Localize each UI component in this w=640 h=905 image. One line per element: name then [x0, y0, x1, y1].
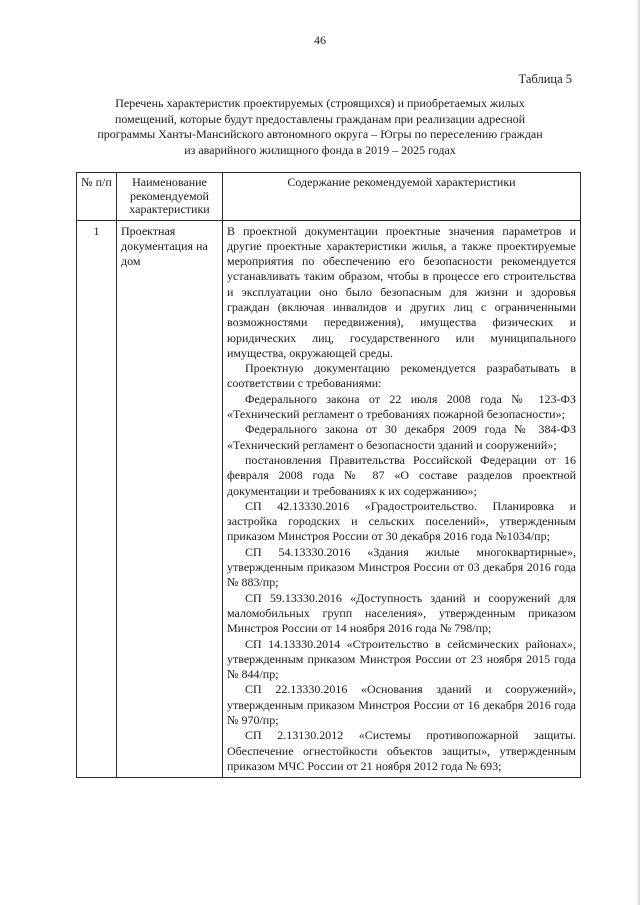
header-number: № п/п — [77, 173, 117, 221]
content-paragraph: СП 42.13330.2016 «Градостроительство. Планировка и застройка городских и сельских поселений», утвержденным приказом Минстроя России от 30 декабря 2016 года №1034/пр; — [227, 498, 576, 544]
content-paragraph: В проектной документации проектные значения параметров и другие проектные характеристики жилья, а также проектируемые мероприятия по обеспечению его безопасности рекомендуется устанавливать таким образом, чтобы в процессе его строительства и эксплуатации оно было безопасным для жизни и здоровья граждан (включая инвалидов и других лиц с ограниченными возможностями передвижения), имущества физических и юридических лиц, государственного или муниципального имущества, окружающей среды. — [227, 223, 576, 360]
content-paragraph: Федерального закона от 30 декабря 2009 года № 384-ФЗ «Технический регламент о безопасности зданий и сооружений»; — [227, 422, 576, 452]
content-paragraph: постановления Правительства Российской Федерации от 16 февраля 2008 года № 87 «О составе разделов проектной документации и требованиях к их содержанию»; — [227, 452, 576, 498]
page-number: 46 — [314, 33, 326, 47]
scan-edge-shadow — [636, 0, 640, 905]
table-row — [77, 220, 581, 778]
content-paragraph: СП 22.13330.2016 «Основания зданий и сооружений», утвержденным приказом Минстроя России от 16 декабря 2016 года № 970/пр; — [227, 682, 576, 727]
row-name: Проектная документация на дом — [117, 220, 223, 778]
content-paragraph: СП 2.13130.2012 «Системы противопожарной защиты. Обеспечение огнестойкости объектов защиты», утвержденным приказом МЧС России от 21 ноября 2012 года № 693; — [227, 728, 576, 773]
table-caption — [80, 96, 560, 158]
content-paragraph: СП 54.13330.2016 «Здания жилые многоквартирные», утвержденным приказом Минстроя России от 03 декабря 2016 года № 883/пр; — [227, 544, 576, 590]
characteristics-table — [76, 172, 581, 778]
caption-line: из аварийного жилищного фонда в 2019 – 2025 годах — [184, 142, 456, 157]
header-content: Содержание рекомендуемой характеристики — [223, 173, 581, 221]
header-name: Наименование рекомендуемой характеристики — [117, 173, 223, 221]
table-header-row — [77, 173, 581, 221]
table-label: Таблица 5 — [518, 72, 572, 86]
content-paragraph: Федерального закона от 22 июля 2008 года № 123-ФЗ «Технический регламент о требованиях пожарной безопасности»; — [227, 391, 576, 422]
content-paragraph: СП 14.13330.2014 «Строительство в сейсмических районах», утвержденным приказом Минстроя России от 23 ноября 2015 года № 844/пр; — [227, 636, 576, 682]
caption-line: программы Ханты-Мансийского автономного округа – Югры по переселению граждан — [97, 127, 543, 141]
caption-line: помещений, которые будут предоставлены гражданам при реализации адресной — [114, 111, 526, 126]
row-number: 1 — [77, 220, 117, 778]
row-content — [223, 220, 581, 778]
caption-line: Перечень характеристик проектируемых (строящихся) и приобретаемых жилых — [115, 96, 525, 110]
content-paragraph: Проектную документацию рекомендуется разрабатывать в соответствии с требованиями: — [227, 361, 576, 391]
content-paragraph: СП 59.13330.2016 «Доступность зданий и сооружений для маломобильных групп населения», утвержденным приказом Минстроя России от 14 ноября 2016 года № 798/пр; — [227, 590, 576, 636]
